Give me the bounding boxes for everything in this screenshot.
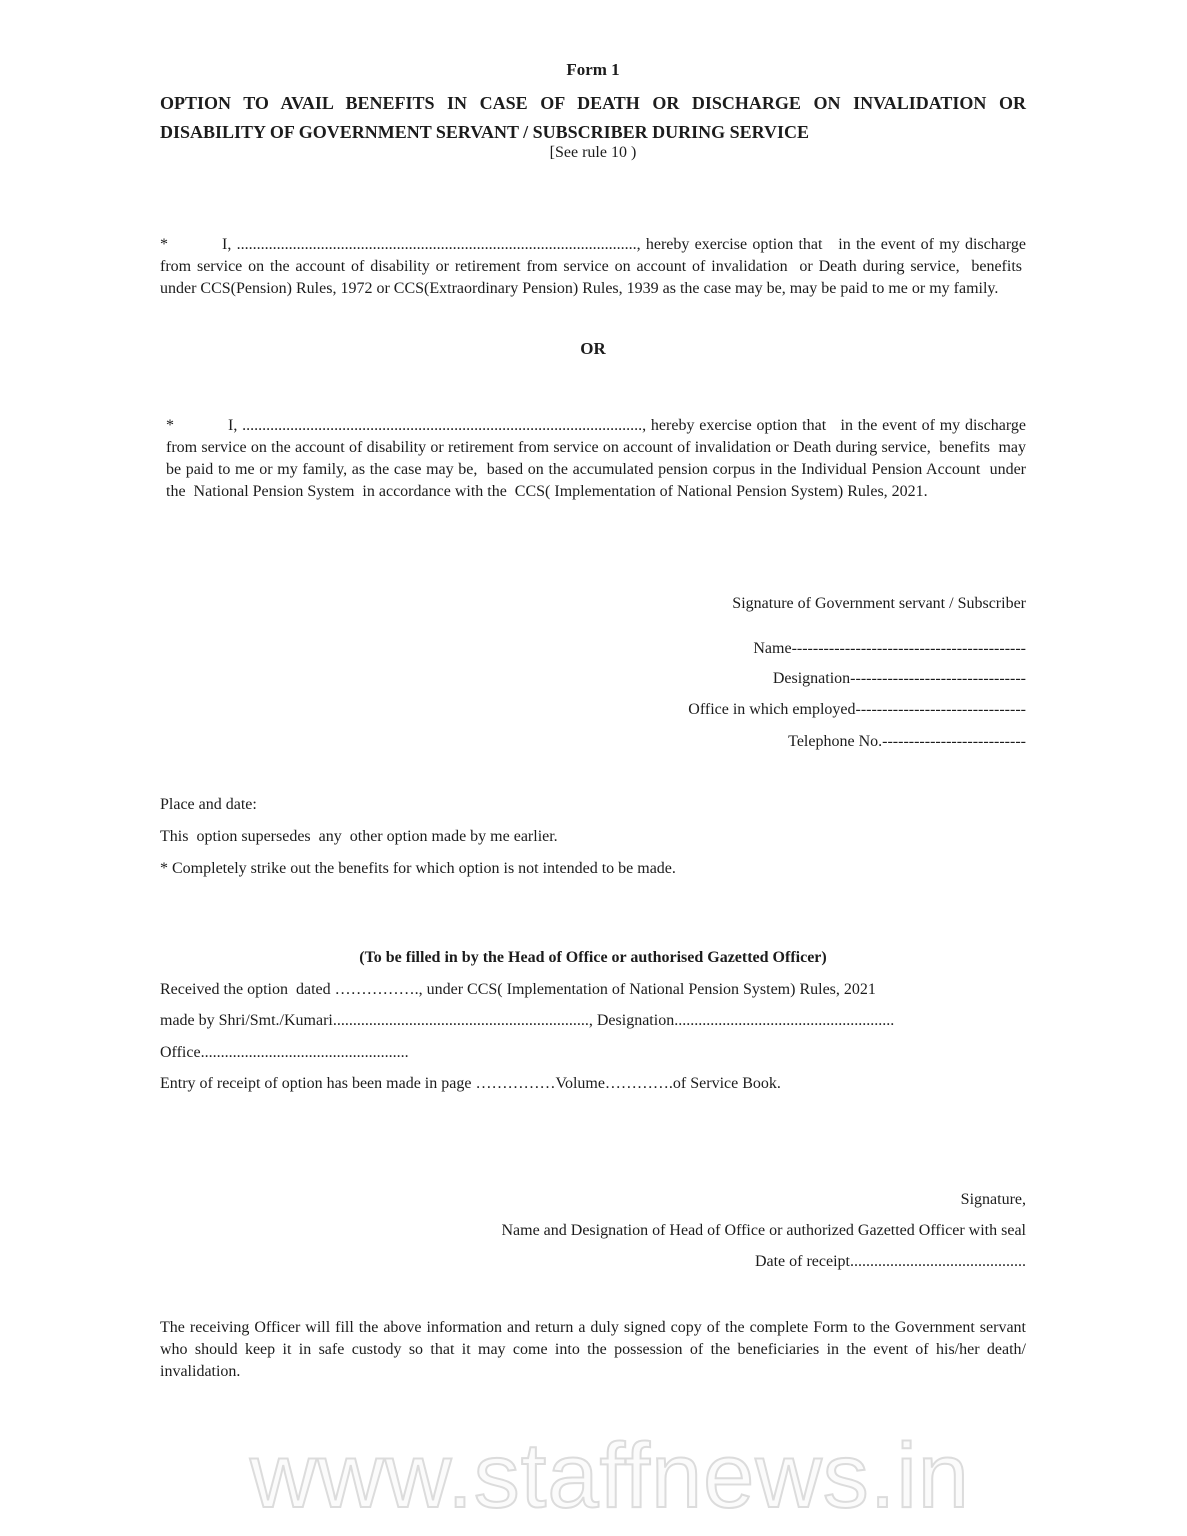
entry-of-receipt-line: Entry of receipt of option has been made in page ……………Volume………….of Service Book. (160, 1075, 781, 1092)
form-number: Form 1 (566, 60, 620, 79)
staffnews-watermark: www.staffnews.in (250, 1425, 970, 1527)
supersede-note: This option supersedes any other option made by me earlier. (160, 828, 558, 845)
option-paragraph-pension-rules (160, 234, 1026, 300)
receiving-officer-note: The receiving Officer will fill the above information and return a duly signed copy of the complete Form to the Government servant who should keep it in safe custody so that it may come into the possession of the beneficiaries in the event of his/her death/ invalidation. (160, 1319, 1026, 1380)
subscriber-office-field: Office in which employed-------------------------------- (688, 701, 1026, 718)
option-paragraph-nps (166, 415, 1026, 503)
officer-signature-label: Signature, (960, 1191, 1026, 1208)
office-field-line: Office.................................................... (160, 1044, 409, 1061)
subscriber-telephone-field: Telephone No.--------------------------- (788, 733, 1026, 750)
subscriber-signature-label: Signature of Government servant / Subscriber (732, 595, 1026, 612)
form-title-line1: OPTION TO AVAIL BENEFITS IN CASE OF DEATH OR DISCHARGE ON INVALIDATION OR (160, 93, 1026, 113)
strike-option-asterisk-1: * (160, 236, 168, 253)
head-office-section-heading: (To be filled in by the Head of Office or authorised Gazetted Officer) (359, 949, 827, 966)
subscriber-designation-field: Designation--------------------------------- (772, 670, 1026, 687)
made-by-line: made by Shri/Smt./Kumari................................................................, Designation....................................................... (160, 1012, 895, 1029)
date-of-receipt-field: Date of receipt............................................ (754, 1253, 1026, 1270)
received-option-line: Received the option dated ……………., under CCS( Implementation of National Pension System) Rules, 2021 (160, 981, 876, 998)
rule-reference: [See rule 10 ) (549, 144, 637, 161)
option-pension-rules-text: I, ...................................................................................................., hereby exercise option that in the event of my discharge from service on the account of disability or retirement from service on account of invalidation or Death during service, benefits under CCS(Pension) Rules, 1972 or CCS(Extraordinary Pension) Rules, 1939 as the case may be, may be paid to me or my family. (160, 236, 1026, 297)
strike-option-asterisk-2: * (166, 417, 174, 434)
form-title-line2: DISABILITY OF GOVERNMENT SERVANT / SUBSCRIBER DURING SERVICE (160, 122, 810, 142)
strike-out-note: * Completely strike out the benefits for which option is not intended to be made. (160, 860, 676, 877)
subscriber-name-field: Name-------------------------------------------- (753, 640, 1026, 657)
option-nps-text: I, ...................................................................................................., hereby exercise option that in the event of my discharge from service on the account of disability or retirement from service on account of invalidation or Death during service, benefits may be paid to me or my family, as the case may be, based on the accumulated pension corpus in the Individual Pension Account under the National Pension System in accordance with the CCS( Implementation of National Pension System) Rules, 2021. (166, 417, 1026, 500)
or-separator: OR (580, 339, 606, 358)
place-and-date-label: Place and date: (160, 796, 257, 813)
officer-name-designation-label: Name and Designation of Head of Office or authorized Gazetted Officer with seal (501, 1222, 1026, 1239)
